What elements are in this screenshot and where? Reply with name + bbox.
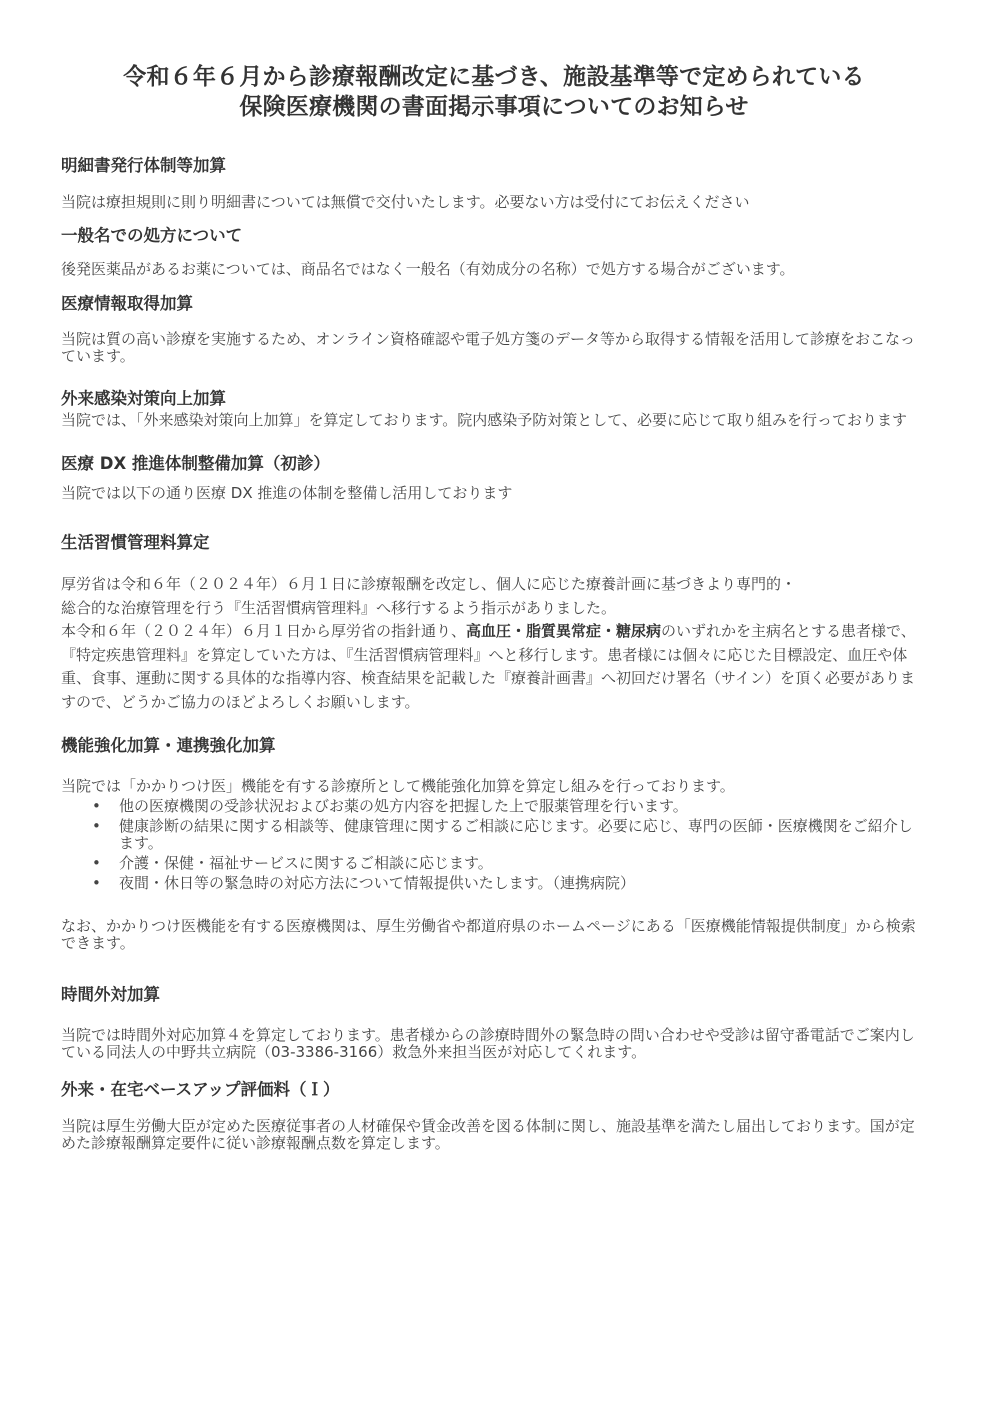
bullet-icon: • — [92, 874, 101, 892]
bullet-icon: • — [92, 817, 101, 835]
section-text-meisai: 当院は療担規則に則り明細書については無償で交付いたします。必要ない方は受付にてお伝えください — [61, 193, 750, 211]
bullet-icon: • — [92, 797, 101, 815]
section-heading-seikatsu: 生活習慣管理料算定 — [61, 533, 210, 552]
list-item: • 他の医療機関の受診状況およびお薬の処方内容を把握した上で服薬管理を行います。 — [92, 797, 688, 815]
section-text-seikatsu-1 — [61, 573, 927, 620]
section-text-kino-note: なお、かかりつけ医機能を有する医療機関は、厚生労働省や都道府県のホームページにある「医療機能情報提供制度」から検索できます。 — [61, 917, 916, 952]
section-heading-meisai: 明細書発行体制等加算 — [61, 156, 226, 175]
section-text-ippanmei: 後発医薬品があるお薬については、商品名ではなく一般名（有効成分の名称）で処方する場合がございます。 — [61, 260, 795, 278]
bullet-icon: • — [92, 854, 101, 872]
list-item: • 健康診断の結果に関する相談等、健康管理に関するご相談に応じます。必要に応じ、専門の医師・医療機関をご紹介します。 — [92, 817, 913, 852]
page-title-line1: 令和６年６月から診療報酬改定に基づき、施設基準等で定められている — [123, 64, 865, 90]
section-text-iryojoho: 当院は質の高い診療を実施するため、オンライン資格確認や電子処方箋のデータ等から取得する情報を活用して診療をおこなっています。 — [61, 330, 915, 365]
section-heading-jikangai: 時間外対加算 — [61, 985, 160, 1004]
list-item: • 介護・保健・福祉サービスに関するご相談に応じます。 — [92, 854, 493, 872]
section-heading-ippanmei: 一般名での処方について — [61, 226, 243, 245]
section-text-gairai: 当院では、「外来感染対策向上加算」を算定しております。院内感染予防対策として、必要に応じて取り組みを行っております — [61, 411, 908, 429]
seikatsu-para2-pre: 本令和６年（２０２４年）６月１日から厚労省の指針通り、 — [61, 622, 467, 640]
page-title-line2: 保険医療機関の書面掲示事項についてのお知らせ — [239, 94, 749, 120]
seikatsu-diseases: 高血圧・脂質異常症・糖尿病 — [466, 622, 662, 640]
section-text-baseup: 当院は厚生労働大臣が定めた医療従事者の人材確保や賃金改善を図る体制に関し、施設基準を満たし届出しております。国が定めた診療報酬算定要件に従い診療報酬点数を算定します。 — [61, 1117, 915, 1152]
seikatsu-para2-post: のいずれかを主病名とする患者様で、『特定疾患管理料』を算定していた方は、『生活習慣病管理料』へと移行します。患者様には個々に応じた目標設定、血圧や体重、食事、運動に関する具体的な指導内容、検査結果を記載した『療養計画書』へ初回だけ署名（サイン）を頂く必要がありますので、どうかご協力のほどよろしくお願いします。 — [61, 622, 916, 711]
page-title — [61, 62, 927, 122]
section-heading-kino: 機能強化加算・連携強化加算 — [61, 736, 276, 755]
section-heading-dx: 医療 DX 推進体制整備加算（初診） — [61, 454, 330, 473]
seikatsu-line2: 総合的な治療管理を行う『生活習慣病管理料』へ移行するよう指示がありました。 — [61, 598, 617, 617]
kino-bullet-list — [61, 798, 927, 892]
seikatsu-line1: 厚労省は令和６年（２０２４年）６月１日に診療報酬を改定し、個人に応じた療養計画に基づきより専門的・ — [61, 575, 797, 593]
section-text-jikangai: 当院では時間外対応加算４を算定しております。患者様からの診療時間外の緊急時の問い合わせや受診は留守番電話でご案内している同法人の中野共立病院（03-3386-3166）救急外来担当医が対応してくれます。 — [61, 1026, 915, 1061]
section-heading-iryojoho: 医療情報取得加算 — [61, 294, 193, 313]
section-text-seikatsu-2 — [61, 620, 927, 714]
list-item: • 夜間・休日等の緊急時の対応方法について情報提供いたします。（連携病院） — [92, 874, 636, 892]
section-heading-gairai: 外来感染対策向上加算 — [61, 389, 226, 408]
section-heading-baseup: 外来・在宅ベースアップ評価料（Ｉ） — [61, 1080, 340, 1099]
section-text-dx: 当院では以下の通り医療 DX 推進の体制を整備し活用しております — [61, 484, 513, 502]
section-text-kino-intro: 当院では「かかりつけ医」機能を有する診療所として機能強化加算を算定し組みを行っております。 — [61, 777, 735, 795]
